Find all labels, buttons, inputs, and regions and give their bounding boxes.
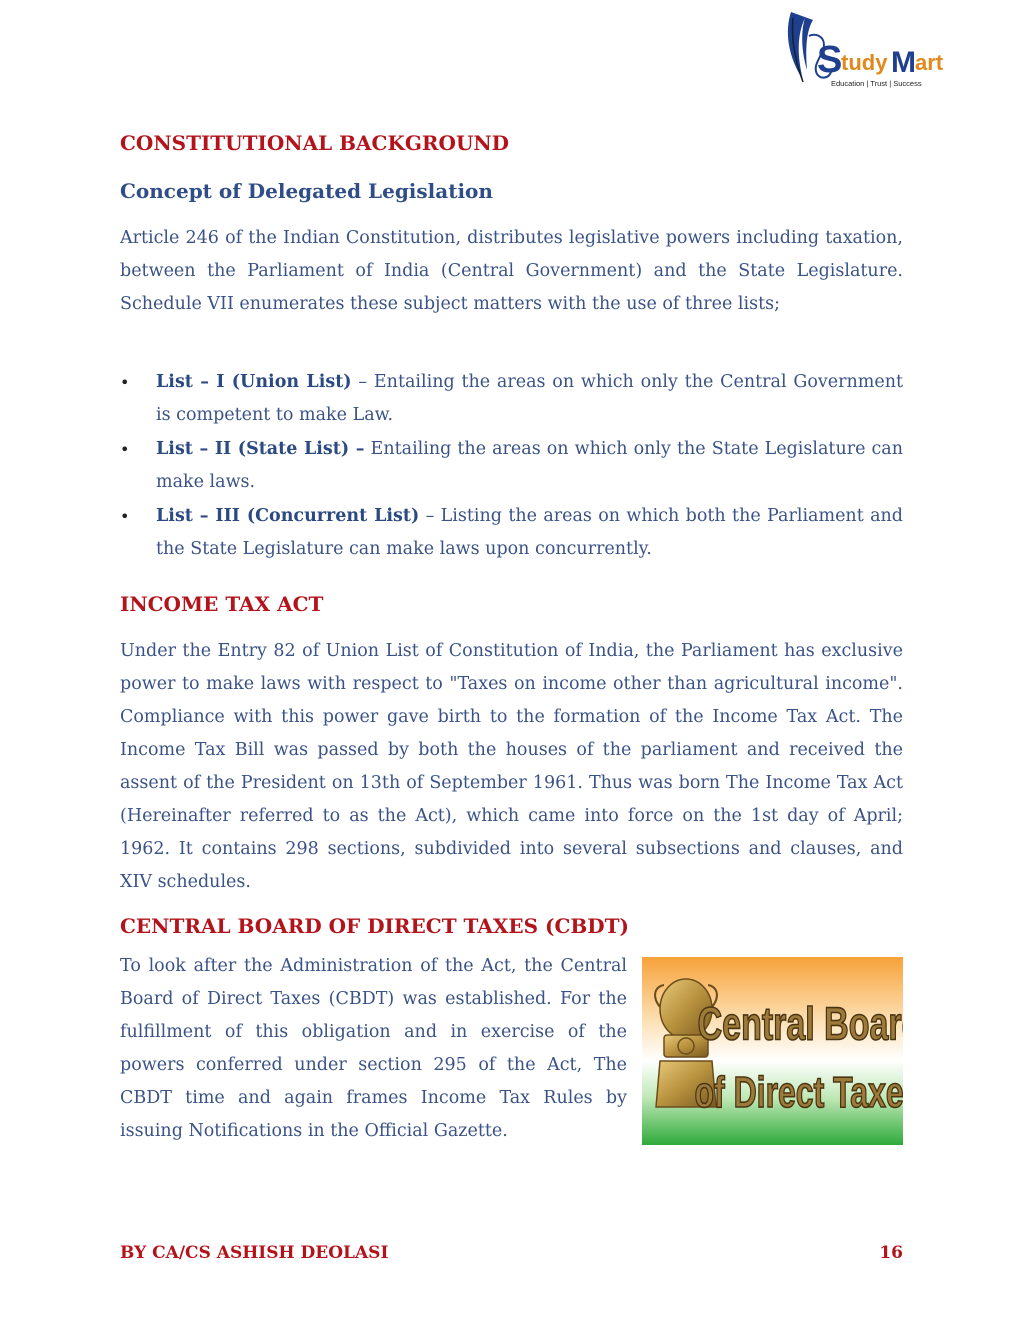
page-footer <box>120 1243 903 1263</box>
bullet-icon: • <box>120 507 130 526</box>
list-item-union-list <box>120 366 903 432</box>
list-item-state-list <box>120 433 903 499</box>
footer-author: BY CA/CS ASHISH DEOLASI <box>120 1243 389 1263</box>
paragraph-income-tax-act: Under the Entry 82 of Union List of Constitution of India, the Parliament has exclusive power to make laws with respect to "Taxes on income other than agricultural income". Compliance with this power gave birth to the formation of the Income Tax Act. The Income Tax Bill was passed by both the houses of the parliament and received the assent of the President on 13th of September 1961. Thus was born The Income Tax Act (Hereinafter referred to as the Act), which came into force on the 1st day of April; 1962. It contains 298 sections, subdivided into several subsections and clauses, and XIV schedules. <box>120 641 903 892</box>
cbdt-emblem-image <box>642 957 903 1145</box>
logo-letter-m: M <box>891 46 916 79</box>
study-mart-logo <box>783 10 963 92</box>
subheading-delegated-legislation: Concept of Delegated Legislation <box>120 179 493 203</box>
section-heading-cbdt: CENTRAL BOARD OF DIRECT TAXES (CBDT) <box>120 914 629 938</box>
page-number: 16 <box>879 1243 903 1263</box>
logo-tagline: Education | Trust | Success <box>831 79 922 88</box>
list-item-lead: List – I (Union List) <box>156 372 352 392</box>
logo-letter-s: S <box>817 39 843 81</box>
bullet-icon: • <box>120 440 130 459</box>
list-item-text: – Listing the areas on which both the Parliament and the State Legislature can make laws upon concurrently. <box>156 506 903 559</box>
list-item-concurrent-list <box>120 500 903 566</box>
section-heading-income-tax-act: INCOME TAX ACT <box>120 592 324 616</box>
feather-logo-icon <box>783 10 963 92</box>
logo-word-art: art <box>915 50 944 75</box>
list-item-lead: List – III (Concurrent List) <box>156 506 420 526</box>
paragraph-cbdt: To look after the Administration of the Act, the Central Board of Direct Taxes (CBDT) was established. For the fulfillment of this obligation and in exercise of the powers conferred under section 295 of the Act, The CBDT time and again frames Income Tax Rules by issuing Notifications in the Official Gazette. <box>120 956 627 1141</box>
list-item-text: Entailing the areas on which only the State Legislature can make laws. <box>156 439 904 492</box>
legislative-lists <box>120 366 903 567</box>
list-item-lead: List – II (State List) – <box>156 439 365 459</box>
logo-word-tudy: tudy <box>841 50 888 75</box>
cbdt-image-line2: of Direct Taxes <box>694 1069 903 1118</box>
list-item-text: – Entailing the areas on which only the Central Government is competent to make Law. <box>156 372 903 425</box>
section-heading-constitutional-background: CONSTITUTIONAL BACKGROUND <box>120 131 510 155</box>
bullet-icon: • <box>120 373 130 392</box>
paragraph-article-246: Article 246 of the Indian Constitution, distributes legislative powers including taxation, between the Parliament of India (Central Government) and the State Legislature. Schedule VII enumerates these subject matters with the use of three lists; <box>120 228 903 314</box>
cbdt-image-line1: Central Board <box>697 997 903 1050</box>
